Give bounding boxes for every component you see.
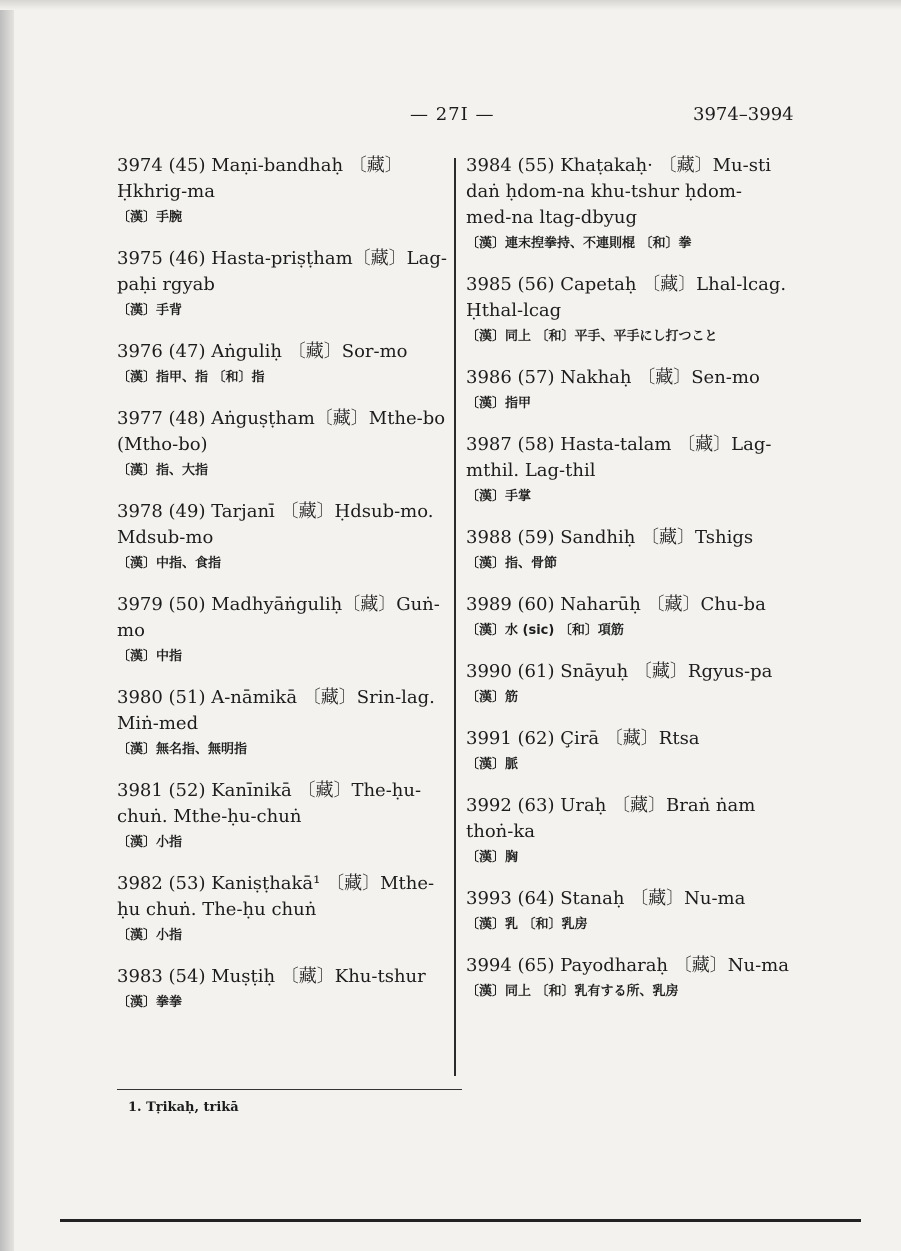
dictionary-entry: [117, 871, 442, 947]
entry-gloss: 〔漢〕連末揑拳持、不連則棍 〔和〕拳: [466, 236, 692, 251]
dictionary-entry: [117, 964, 442, 1014]
entry-gloss: 〔漢〕指甲、指 〔和〕指: [117, 370, 265, 385]
bottom-rule: [60, 1219, 861, 1222]
dictionary-entry: [466, 659, 796, 709]
entry-headword: 3987 (58) Hasta-talam 〔藏〕Lag-: [466, 434, 772, 455]
column-divider: [454, 158, 456, 1076]
entry-continuation: mthil. Lag-thil: [466, 460, 596, 481]
entry-gloss: 〔漢〕中指: [117, 649, 183, 664]
entry-headword: 3985 (56) Capetaḥ 〔藏〕Lhal-lcag.: [466, 274, 787, 295]
entry-headword: 3975 (46) Hasta-priṣṭham〔藏〕Lag-: [117, 248, 447, 269]
entry-headword: 3983 (54) Muṣṭiḥ 〔藏〕Khu-tshur: [117, 966, 426, 987]
entry-gloss: 〔漢〕脈: [466, 757, 519, 772]
entry-headword: 3977 (48) Aṅguṣṭham〔藏〕Mthe-bo: [117, 408, 446, 429]
entry-gloss: 〔漢〕指甲: [466, 396, 532, 411]
dictionary-entry: [117, 685, 442, 761]
entry-headword: 3981 (52) Kanīnikā 〔藏〕The-ḥu-: [117, 780, 422, 801]
entry-headword: 3994 (65) Payodharaḥ 〔藏〕Nu-ma: [466, 955, 789, 976]
entry-continuation: ḥu chuṅ. The-ḥu chuṅ: [117, 899, 317, 920]
entry-continuation: daṅ ḥdom-na khu-tshur ḥdom-: [466, 181, 742, 202]
right-column: [466, 153, 796, 1020]
entry-continuation: Ḥkhrig-ma: [117, 181, 215, 202]
scan-edge-shadow: [0, 0, 14, 1251]
entry-headword: 3989 (60) Naharūḥ 〔藏〕Chu-ba: [466, 594, 766, 615]
dictionary-entry: [117, 339, 442, 389]
dictionary-entry: [466, 726, 796, 776]
entry-headword: 3982 (53) Kaniṣṭhakā¹ 〔藏〕Mthe-: [117, 873, 435, 894]
entry-gloss: 〔漢〕指、骨節: [466, 556, 558, 571]
entry-gloss: 〔漢〕小指: [117, 835, 183, 850]
dictionary-entry: [466, 953, 796, 1003]
dictionary-entry: [466, 525, 796, 575]
entry-headword: 3974 (45) Maṇi-bandhaḥ 〔藏〕: [117, 155, 403, 176]
entry-gloss: 〔漢〕小指: [117, 928, 183, 943]
scan-top-shadow: [0, 0, 901, 10]
dictionary-entry: [466, 153, 796, 255]
entry-continuation: Ḥthal-lcag: [466, 300, 562, 321]
dictionary-entry: [466, 432, 796, 508]
left-column: [117, 153, 447, 1031]
entry-gloss: 〔漢〕胸: [466, 850, 519, 865]
dictionary-entry: [117, 153, 442, 229]
dictionary-entry: [466, 793, 796, 869]
entry-gloss: 〔漢〕指、大指: [117, 463, 209, 478]
entry-range: 3974–3994: [693, 104, 794, 125]
dictionary-entry: [117, 246, 447, 322]
entry-gloss: 〔漢〕手腕: [117, 210, 183, 225]
dictionary-entry: [466, 272, 796, 348]
entry-continuation: paḥi rgyab: [117, 274, 215, 295]
entry-continuation: mo: [117, 620, 145, 641]
dictionary-entry: [117, 778, 442, 854]
entry-gloss: 〔漢〕中指、食指: [117, 556, 222, 571]
entry-headword: 3979 (50) Madhyāṅguliḥ〔藏〕Guṅ-: [117, 594, 440, 615]
entry-headword: 3980 (51) A-nāmikā 〔藏〕Srin-lag.: [117, 687, 435, 708]
entry-gloss: 〔漢〕筋: [466, 690, 519, 705]
entry-continuation: Mdsub-mo: [117, 527, 214, 548]
entry-gloss: 〔漢〕乳 〔和〕乳房: [466, 917, 588, 932]
entry-headword: 3990 (61) Snāyuḥ 〔藏〕Rgyus-pa: [466, 661, 773, 682]
entry-gloss: 〔漢〕手背: [117, 303, 183, 318]
dictionary-entry: [117, 592, 442, 668]
dictionary-entry: [117, 406, 446, 482]
entry-headword: 3976 (47) Aṅguliḥ 〔藏〕Sor-mo: [117, 341, 408, 362]
entry-gloss: 〔漢〕水 (sic) 〔和〕項筋: [466, 623, 624, 638]
dictionary-entry: [466, 365, 796, 415]
dictionary-entry: [466, 592, 796, 642]
entry-gloss: 〔漢〕手掌: [466, 489, 532, 504]
entry-headword: 3991 (62) Çirā 〔藏〕Rtsa: [466, 728, 700, 749]
footnote-rule: [117, 1089, 462, 1090]
entry-continuation: chuṅ. Mthe-ḥu-chuṅ: [117, 806, 302, 827]
entry-headword: 3988 (59) Sandhiḥ 〔藏〕Tshigs: [466, 527, 754, 548]
entry-gloss: 〔漢〕同上 〔和〕乳有する所、乳房: [466, 984, 679, 999]
entry-gloss: 〔漢〕同上 〔和〕平手、平手にし打つこと: [466, 329, 718, 344]
entry-continuation: med-na ltag-dbyug: [466, 207, 638, 228]
page-number: — 27I —: [410, 104, 495, 125]
entry-headword: 3986 (57) Nakhaḥ 〔藏〕Sen-mo: [466, 367, 760, 388]
dictionary-entry: [117, 499, 442, 575]
entry-continuation: thoṅ-ka: [466, 821, 535, 842]
entry-continuation: (Mtho-bo): [117, 434, 208, 455]
entry-headword: 3993 (64) Stanaḥ 〔藏〕Nu-ma: [466, 888, 746, 909]
dictionary-entry: [466, 886, 796, 936]
footnote: 1. Tṛikaḥ, trikā: [128, 1100, 239, 1115]
entry-headword: 3992 (63) Uraḥ 〔藏〕Braṅ ṅam: [466, 795, 756, 816]
entry-gloss: 〔漢〕無名指、無明指: [117, 742, 248, 757]
entry-headword: 3984 (55) Khaṭakaḥ· 〔藏〕Mu-sti: [466, 155, 771, 176]
entry-headword: 3978 (49) Tarjanī 〔藏〕Ḥdsub-mo.: [117, 501, 434, 522]
entry-gloss: 〔漢〕拳拳: [117, 995, 183, 1010]
entry-continuation: Miṅ-med: [117, 713, 199, 734]
